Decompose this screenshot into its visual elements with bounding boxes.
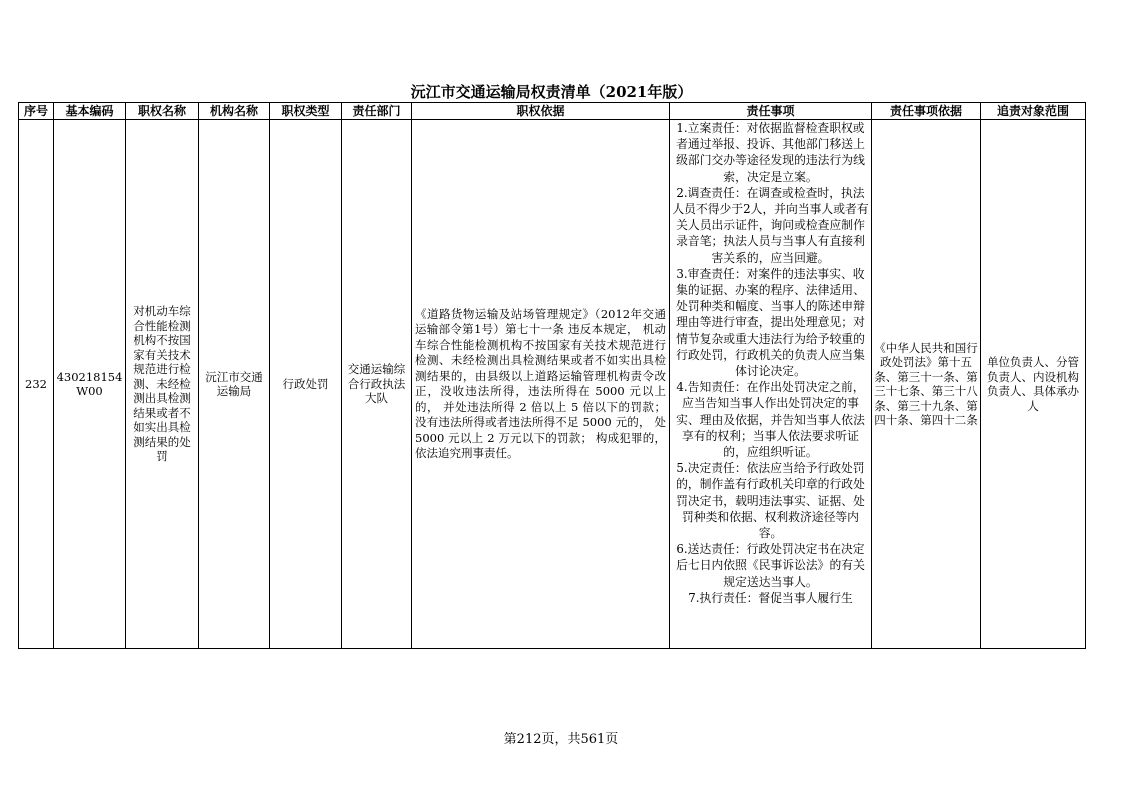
cell-code: 430218154W00 [54,120,126,649]
responsibility-table [18,102,1086,649]
cell-power-type: 行政处罚 [270,120,342,649]
cell-basis: 《道路货物运输及站场管理规定》（2012年交通运输部令第1号）第七十一条 违反本规定， 机动车综合性能检测机构不按国家有关技术规范进行检测、未经检测出具检测结果或者不如实出具检测结果的，由县级以上道路运输管理机构责令改正，没收违法所得，违法所得在 5000 元以上的， 并处违法所得 2 倍以上 5 倍以下的罚款； 没有违法所得或者违法所得不足 5000 元的， 处 5000 元以上 2 万元以下的罚款； 构成犯罪的，依法追究刑事责任。 [412,120,670,649]
table-row [19,120,1086,649]
header-resp-basis: 责任事项依据 [872,103,981,120]
page-title: 沅江市交通运输局权责清单（2021年版） [410,83,693,101]
header-org-name: 机构名称 [199,103,270,120]
header-power-name: 职权名称 [126,103,199,120]
cell-responsibilities [670,120,872,649]
responsibility-item: 7.执行责任：督促当事人履行生 [688,590,853,605]
header-responsibilities: 责任事项 [670,103,872,120]
responsibility-item: 1.立案责任：对依据监督检查职权或者通过举报、投诉、其他部门移送上级部门交办等途径发现的违法行为线索，决定是立案。 [676,121,865,184]
cell-accountability: 单位负责人、分管负责人、内设机构负责人、具体承办人 [981,120,1086,649]
header-basis: 职权依据 [412,103,670,120]
responsibility-item: 4.告知责任：在作出处罚决定之前，应当告知当事人作出处罚决定的事实、理由及依据，并告知当事人依法享有的权利；当事人依法要求听证的，应组织听证。 [676,380,865,460]
page-footer: 第212页，共561页 [503,732,619,747]
responsibility-item: 3.审查责任：对案件的违法事实、收集的证据、办案的程序、法律适用、处罚种类和幅度、当事人的陈述申辩理由等进行审查，提出处理意见；对情节复杂或重大违法行为给予较重的行政处罚，行政机关的负责人应当集体讨论决定。 [676,266,865,379]
cell-power-name: 对机动车综合性能检测机构不按国家有关技术规范进行检测、未经检测出具检测结果或者不如实出具检测结果的处罚 [126,120,199,649]
responsibility-item: 5.决定责任：依法应当给予行政处罚的，制作盖有行政机关印章的行政处罚决定书，载明违法事实、证据、处罚种类和依据、权利救济途径等内容。 [676,461,865,541]
header-seq: 序号 [19,103,54,120]
cell-seq: 232 [19,120,54,649]
header-dept: 责任部门 [342,103,412,120]
header-code: 基本编码 [54,103,126,120]
cell-org-name: 沅江市交通运输局 [199,120,270,649]
table-header-row [19,103,1086,120]
responsibility-item: 6.送达责任：行政处罚决定书在决定后七日内依照《民事诉讼法》的有关规定送达当事人。 [676,542,865,589]
responsibility-item: 2.调查责任：在调查或检查时，执法人员不得少于2人，并向当事人或者有关人员出示证件，询问或检查应制作录音笔；执法人员与当事人有直接利害关系的，应当回避。 [672,185,869,265]
cell-dept: 交通运输综合行政执法大队 [342,120,412,649]
header-accountability: 追责对象范围 [981,103,1086,120]
header-power-type: 职权类型 [270,103,342,120]
cell-resp-basis: 《中华人民共和国行政处罚法》第十五条、第三十一条、第三十七条、第三十八条、第三十九条、第四十条、第四十二条 [872,120,981,649]
